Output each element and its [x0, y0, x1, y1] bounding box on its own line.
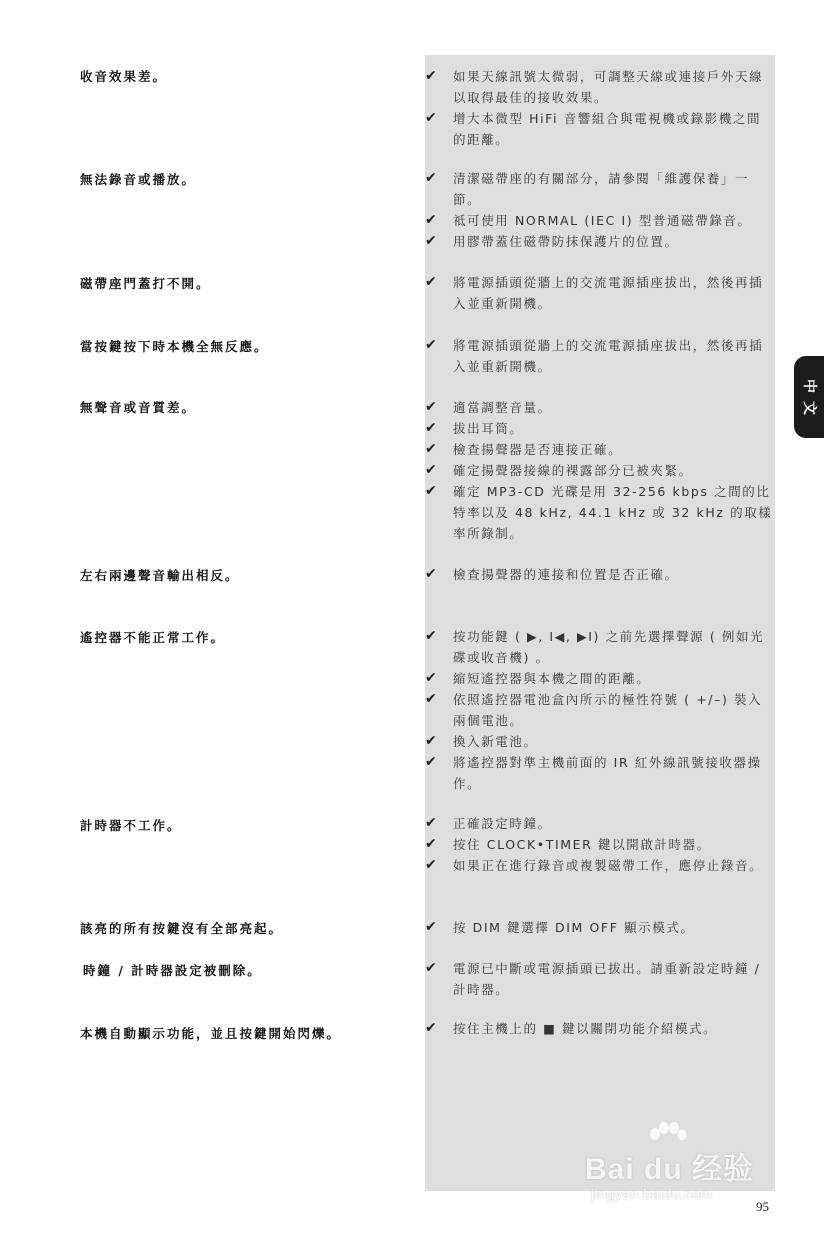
check-mark-icon: ✔ [425, 960, 437, 976]
check-mark-icon: ✔ [425, 483, 437, 499]
watermark-url: jingyan.baidu.com [591, 1186, 713, 1202]
solution-item: ✔ 依照遙控器電池盒內所示的極性符號 ( +/–) 裝入兩個電池。 [425, 691, 763, 728]
baidu-watermark [585, 1122, 775, 1214]
problem-clock-erased: 時鐘 / 計時器設定被刪除。 [83, 963, 262, 978]
problem-demo-mode: 本機自動顯示功能，並且按鍵開始閃爍。 [80, 1026, 342, 1041]
solution-item: ✔ 檢查揚聲器是否連接正確。 [425, 439, 775, 460]
check-mark-icon: ✔ [425, 691, 437, 707]
solutions-no-sound [425, 397, 775, 544]
solution-item: ✔ 祗可使用 NORMAL (IEC I) 型普通磁帶錄音。 [425, 210, 775, 231]
language-tab [794, 356, 824, 438]
check-mark-icon: ✔ [425, 233, 437, 249]
solutions-tape-door-stuck [425, 272, 775, 314]
solution-item: ✔ 如果正在進行錄音或複製磁帶工作，應停止錄音。 [425, 855, 775, 876]
solution-item: ✔ 換入新電池。 [425, 731, 775, 752]
problem-channels-reversed: 左右兩邊聲音輸出相反。 [80, 568, 240, 583]
problem-no-record-playback: 無法錄音或播放。 [80, 172, 197, 187]
problem-no-sound: 無聲音或音質差。 [80, 400, 197, 415]
solution-item: ✔ 將電源插頭從牆上的交流電源插座拔出，然後再插入並重新開機。 [425, 274, 764, 311]
check-mark-icon: ✔ [425, 420, 437, 436]
check-mark-icon: ✔ [425, 754, 437, 770]
watermark-logo-text: Bai du 经验 [585, 1153, 755, 1186]
solution-item: ✔ 縮短遙控器與本機之間的距離。 [425, 668, 775, 689]
solution-item: ✔ 確定 MP3-CD 光碟是用 32-256 kbps 之間的比特率以及 48 kHz, 44.1 kHz 或 32 kHz 的取樣率所錄制。 [425, 483, 773, 541]
check-mark-icon: ✔ [425, 399, 437, 415]
solution-item: ✔ 按住主機上的 ■ 鍵以關閉功能介紹模式。 [425, 1018, 775, 1039]
solutions-no-record-playback [425, 168, 775, 252]
solution-item: ✔ 增大本微型 HiFi 音響組合與電視機或錄影機之間的距離。 [425, 110, 762, 147]
check-mark-icon: ✔ [425, 628, 437, 644]
solution-item: ✔ 按住 CLOCK•TIMER 鍵以開啟計時器。 [425, 834, 775, 855]
page-number: 95 [756, 1199, 769, 1214]
solution-item: ✔ 將電源插頭從牆上的交流電源插座拔出，然後再插入並重新開機。 [425, 337, 764, 374]
solution-item: ✔ 適當調整音量。 [425, 397, 775, 418]
check-mark-icon: ✔ [425, 836, 437, 852]
check-mark-icon: ✔ [425, 441, 437, 457]
check-mark-icon: ✔ [425, 1020, 437, 1036]
check-mark-icon: ✔ [425, 170, 437, 186]
solution-item: ✔ 拔出耳筒。 [425, 418, 775, 439]
solution-item: ✔ 電源已中斷或電源插頭已拔出。請重新設定時鐘 / 計時器。 [425, 960, 761, 997]
solutions-clock-erased [425, 958, 775, 1000]
check-mark-icon: ✔ [425, 733, 437, 749]
solutions-timer-not-working [425, 813, 775, 876]
solution-item: ✔ 將遙控器對準主機前面的 IR 紅外線訊號接收器操作。 [425, 754, 762, 791]
problem-poor-reception: 收音效果差。 [80, 69, 168, 84]
check-mark-icon: ✔ [425, 68, 437, 84]
check-mark-icon: ✔ [425, 566, 437, 582]
solution-item: ✔ 檢查揚聲器的連接和位置是否正確。 [425, 564, 775, 585]
problem-tape-door-stuck: 磁帶座門蓋打不開。 [80, 276, 211, 291]
check-mark-icon: ✔ [425, 857, 437, 873]
solution-item: ✔ 按 DIM 鍵選擇 DIM OFF 顯示模式。 [425, 917, 775, 938]
check-mark-icon: ✔ [425, 815, 437, 831]
solution-item: ✔ 確定揚聲器接線的裸露部分已被夾緊。 [425, 460, 775, 481]
language-tab-char: 文 [801, 401, 817, 415]
solution-item: ✔ 按功能鍵 ( ▶, I◀, ▶I) 之前先選擇聲源 ( 例如光碟或收音機) 。 [425, 628, 765, 665]
solutions-buttons-not-lit [425, 917, 775, 938]
solutions-poor-reception [425, 66, 775, 150]
solution-item: ✔ 清潔磁帶座的有關部分，請參閱「維護保養」一節。 [425, 170, 750, 207]
solution-item: ✔ 正確設定時鐘。 [425, 813, 775, 834]
check-mark-icon: ✔ [425, 274, 437, 290]
check-mark-icon: ✔ [425, 919, 437, 935]
solutions-remote-not-working [425, 626, 775, 794]
check-mark-icon: ✔ [425, 670, 437, 686]
check-mark-icon: ✔ [425, 212, 437, 228]
solutions-channels-reversed [425, 564, 775, 585]
check-mark-icon: ✔ [425, 110, 437, 126]
check-mark-icon: ✔ [425, 462, 437, 478]
problem-remote-not-working: 遙控器不能正常工作。 [80, 630, 226, 645]
check-mark-icon: ✔ [425, 337, 437, 353]
solution-item: ✔ 如果天線訊號太微弱，可調整天線或連接戶外天線以取得最佳的接收效果。 [425, 68, 764, 105]
solution-item: ✔ 用膠帶蓋住磁帶防抹保護片的位置。 [425, 231, 775, 252]
language-tab-char: 中 [801, 379, 817, 393]
solutions-no-response [425, 335, 775, 377]
problem-no-response: 當按鍵按下時本機全無反應。 [80, 339, 269, 354]
solutions-demo-mode [425, 1018, 775, 1039]
problem-buttons-not-lit: 該亮的所有按鍵沒有全部亮起。 [80, 921, 284, 936]
problem-timer-not-working: 計時器不工作。 [80, 818, 182, 833]
